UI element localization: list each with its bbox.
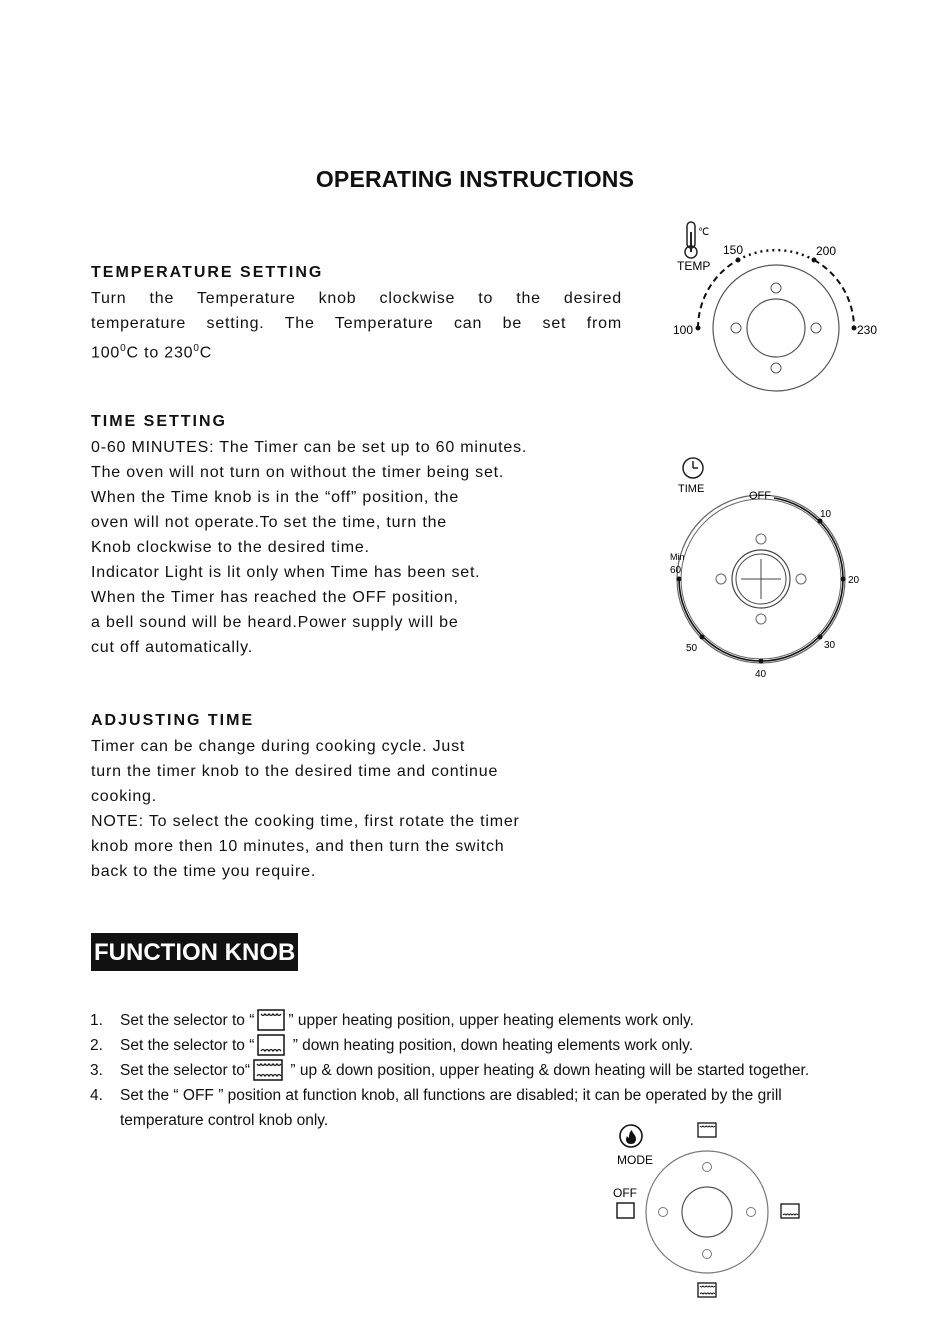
temp-knob-dot bbox=[811, 323, 821, 333]
upper-heating-icon bbox=[698, 1123, 716, 1137]
time-line: a bell sound will be heard.Power supply will be bbox=[91, 614, 459, 631]
mode-knob-dot bbox=[659, 1208, 668, 1217]
time-line: cut off automatically. bbox=[91, 639, 253, 656]
dual-heating-icon bbox=[698, 1283, 716, 1297]
temperature-line-2: temperature setting. The Temperature can be set from bbox=[91, 315, 622, 332]
time-text bbox=[91, 435, 527, 660]
dual-heating-icon bbox=[252, 1059, 284, 1081]
timer-knob-diagram bbox=[660, 452, 880, 684]
adjusting-line: NOTE: To select the cooking time, first rotate the timer bbox=[91, 813, 520, 830]
adjusting-line: turn the timer knob to the desired time and continue bbox=[91, 763, 499, 780]
mode-knob-ring bbox=[646, 1151, 768, 1273]
timer-mark-10: 10 bbox=[820, 509, 832, 520]
temp-knob-ring bbox=[713, 265, 839, 391]
clock-icon bbox=[683, 458, 703, 478]
timer-mark-40: 40 bbox=[755, 669, 767, 680]
mode-knob-center bbox=[682, 1187, 732, 1237]
off-position-icon bbox=[617, 1203, 634, 1218]
timer-mark-60: 60 bbox=[670, 565, 682, 576]
timer-knob-dot bbox=[796, 574, 806, 584]
timer-min-label: Min bbox=[670, 552, 685, 562]
mode-knob-dot bbox=[703, 1163, 712, 1172]
mode-knob-diagram bbox=[605, 1118, 815, 1304]
thermometer-icon bbox=[685, 222, 697, 258]
adjusting-text bbox=[91, 734, 520, 884]
lower-heating-icon bbox=[256, 1034, 286, 1056]
page-title: OPERATING INSTRUCTIONS bbox=[315, 166, 635, 192]
timer-knob-dot bbox=[756, 534, 766, 544]
list-item: 4. Set the “ OFF ” position at function knob, all functions are disabled; it can be operated by the grill bbox=[90, 1087, 782, 1104]
time-line: When the Timer has reached the OFF position, bbox=[91, 589, 459, 606]
time-line: Indicator Light is lit only when Time has been set. bbox=[91, 564, 481, 581]
temperature-range: $100^0C$ to $230^0C$ bbox=[91, 343, 213, 362]
timer-mark-30: 30 bbox=[824, 640, 836, 651]
temperature-heading: TEMPERATURE SETTING bbox=[91, 264, 324, 281]
temp-knob-dot bbox=[771, 363, 781, 373]
function-list bbox=[90, 1008, 890, 1133]
timer-off-label: OFF bbox=[749, 490, 771, 502]
temp-scale-arc bbox=[738, 250, 814, 260]
time-heading: TIME SETTING bbox=[91, 413, 227, 430]
list-item-continuation: temperature control knob only. bbox=[120, 1112, 329, 1129]
temp-mark-100: 100 bbox=[673, 323, 694, 337]
adjusting-line: Timer can be change during cooking cycle. Just bbox=[91, 738, 466, 755]
adjusting-heading: ADJUSTING TIME bbox=[91, 712, 255, 729]
time-line: When the Time knob is in the “off” position, the bbox=[91, 489, 460, 506]
adjusting-line: knob more then 10 minutes, and then turn the switch bbox=[91, 838, 505, 855]
upper-heating-icon bbox=[256, 1009, 286, 1031]
temp-label: TEMP bbox=[677, 259, 711, 273]
time-line: 0-60 MINUTES: The Timer can be set up to 60 minutes. bbox=[91, 439, 528, 456]
lower-heating-icon bbox=[781, 1204, 799, 1218]
time-line: oven will not operate.To set the time, turn the bbox=[91, 514, 447, 531]
temp-knob-dot bbox=[731, 323, 741, 333]
temp-mark-230: 230 bbox=[857, 323, 878, 337]
temp-mark-150: 150 bbox=[723, 243, 744, 257]
temperature-knob-diagram bbox=[660, 212, 900, 402]
function-knob-heading: FUNCTION KNOB bbox=[91, 933, 298, 971]
adjusting-line: cooking. bbox=[91, 788, 157, 805]
mode-knob-dot bbox=[703, 1250, 712, 1259]
temp-unit-label: ℃ bbox=[698, 227, 710, 238]
flame-icon bbox=[620, 1125, 642, 1147]
time-label: TIME bbox=[678, 483, 705, 495]
temp-knob-dot bbox=[771, 283, 781, 293]
mode-label: MODE bbox=[617, 1153, 653, 1167]
time-line: The oven will not turn on without the timer being set. bbox=[91, 464, 505, 481]
list-item: 3. Set the selector to“ ” up & down position, upper heating & down heating will be started together. bbox=[90, 1058, 890, 1083]
temp-scale-arc bbox=[814, 260, 854, 328]
time-line: Knob clockwise to the desired time. bbox=[91, 539, 370, 556]
list-item: 2. Set the selector to “ ” down heating position, down heating elements work only. bbox=[90, 1033, 890, 1058]
timer-mark-50: 50 bbox=[686, 643, 698, 654]
timer-knob-dot bbox=[756, 614, 766, 624]
temperature-text bbox=[91, 286, 622, 365]
mode-off-label: OFF bbox=[613, 1186, 637, 1200]
temperature-line-1: Turn the Temperature knob clockwise to the desired bbox=[91, 290, 622, 307]
temp-knob-center bbox=[747, 299, 805, 357]
mode-knob-dot bbox=[747, 1208, 756, 1217]
temp-mark-200: 200 bbox=[816, 244, 837, 258]
timer-knob-dot bbox=[716, 574, 726, 584]
timer-mark-20: 20 bbox=[848, 575, 860, 586]
list-item: 1. Set the selector to “ ” upper heating position, upper heating elements work only. bbox=[90, 1008, 890, 1033]
adjusting-line: back to the time you require. bbox=[91, 863, 317, 880]
